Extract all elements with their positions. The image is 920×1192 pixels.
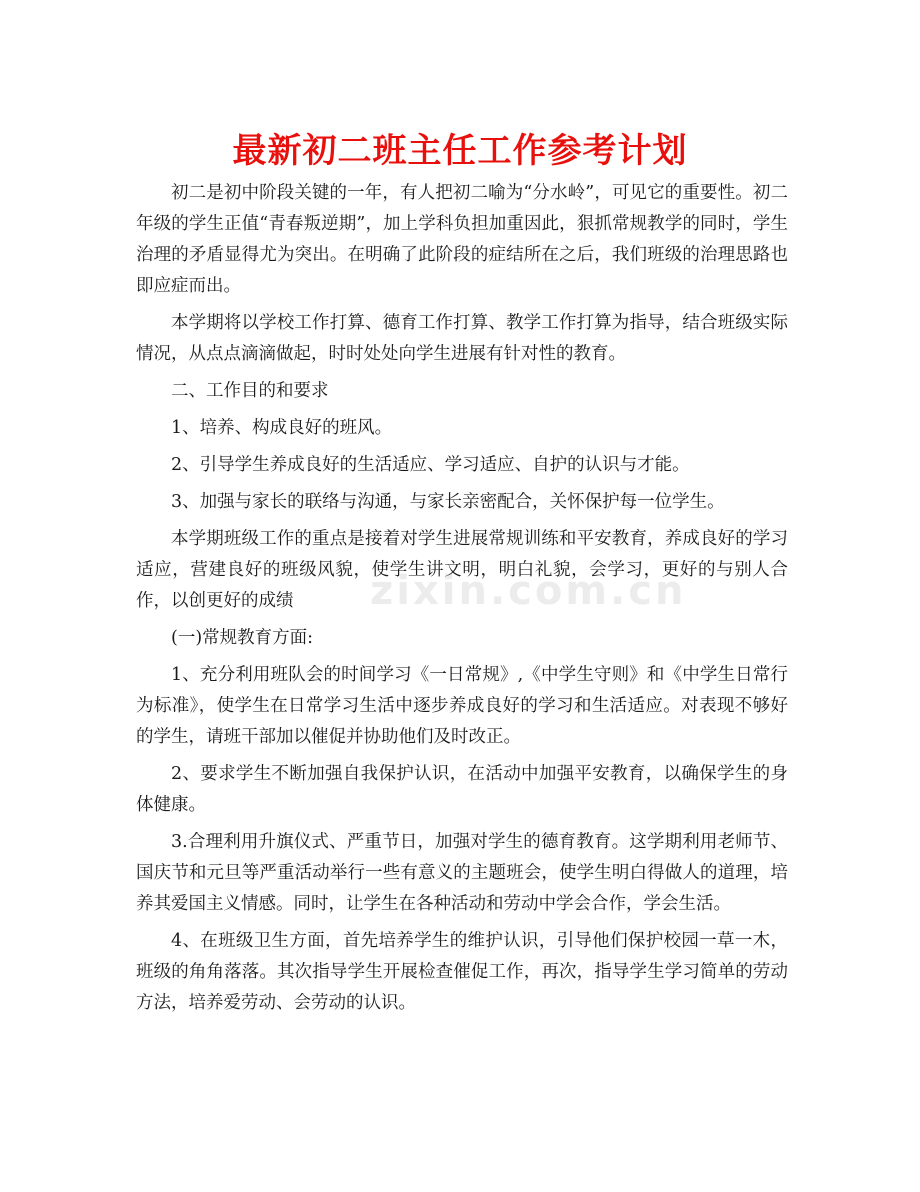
section-heading-routine: (一)常规教育方面:	[171, 628, 314, 648]
paragraph-focus: 本学期班级工作的重点是接着对学生进展常规训练和平安教育，养成良好的学习适应，营建良好的班级风貌，使学生讲文明，明白礼貌，会学习，更好的与别人合作，以创更好的成绩	[136, 529, 788, 611]
routine-item-3: 3.合理利用升旗仪式、严重节日，加强对学生的德育教育。这学期利用老师节、国庆节和元旦等严重活动举行一些有意义的主题班会，使学生明白得做人的道理，培养其爱国主义情感。同时，让学生在各种活动和劳动中学会合作，学会生活。	[136, 832, 788, 914]
document-title: 最新初二班主任工作参考计划	[232, 131, 688, 171]
goal-item-3: 3、加强与家长的联络与沟通，与家长亲密配合，关怀保护每一位学生。	[171, 492, 725, 512]
goal-item-1: 1、培养、构成良好的班风。	[171, 418, 393, 438]
routine-item-2: 2、要求学生不断加强自我保护认识，在活动中加强平安教育，以确保学生的身体健康。	[136, 764, 788, 815]
paragraph-guidance: 本学期将以学校工作打算、德育工作打算、教学工作打算为指导，结合班级实际情况，从点点滴滴做起，时时处处向学生进展有针对性的教育。	[136, 313, 788, 364]
section-heading-goals: 二、工作目的和要求	[171, 381, 329, 401]
routine-item-4: 4、在班级卫生方面，首先培养学生的维护认识，引导他们保护校园一草一木，班级的角角落落。其次指导学生开展检查催促工作，再次，指导学生学习简单的劳动方法，培养爱劳动、会劳动的认识。	[136, 931, 788, 1013]
paragraph-intro: 初二是初中阶段关键的一年，有人把初二喻为“分水岭”，可见它的重要性。初二年级的学生正值“青春叛逆期”，加上学科负担加重因此，狠抓常规教学的同时，学生治理的矛盾显得尤为突出。在明确了此阶段的症结所在之后，我们班级的治理思路也即应症而出。	[136, 183, 788, 296]
routine-item-1: 1、充分利用班队会的时间学习《一日常规》,《中学生守则》和《中学生日常行为标准》，使学生在日常学习生活中逐步养成良好的学习和生活适应。对表现不够好的学生，请班干部加以催促并协助他们及时改正。	[136, 665, 788, 747]
goal-item-2: 2、引导学生养成良好的生活适应、学习适应、自护的认识与才能。	[171, 455, 690, 475]
watermark: zixin.com.cn	[370, 568, 687, 614]
document-body	[136, 178, 788, 1025]
